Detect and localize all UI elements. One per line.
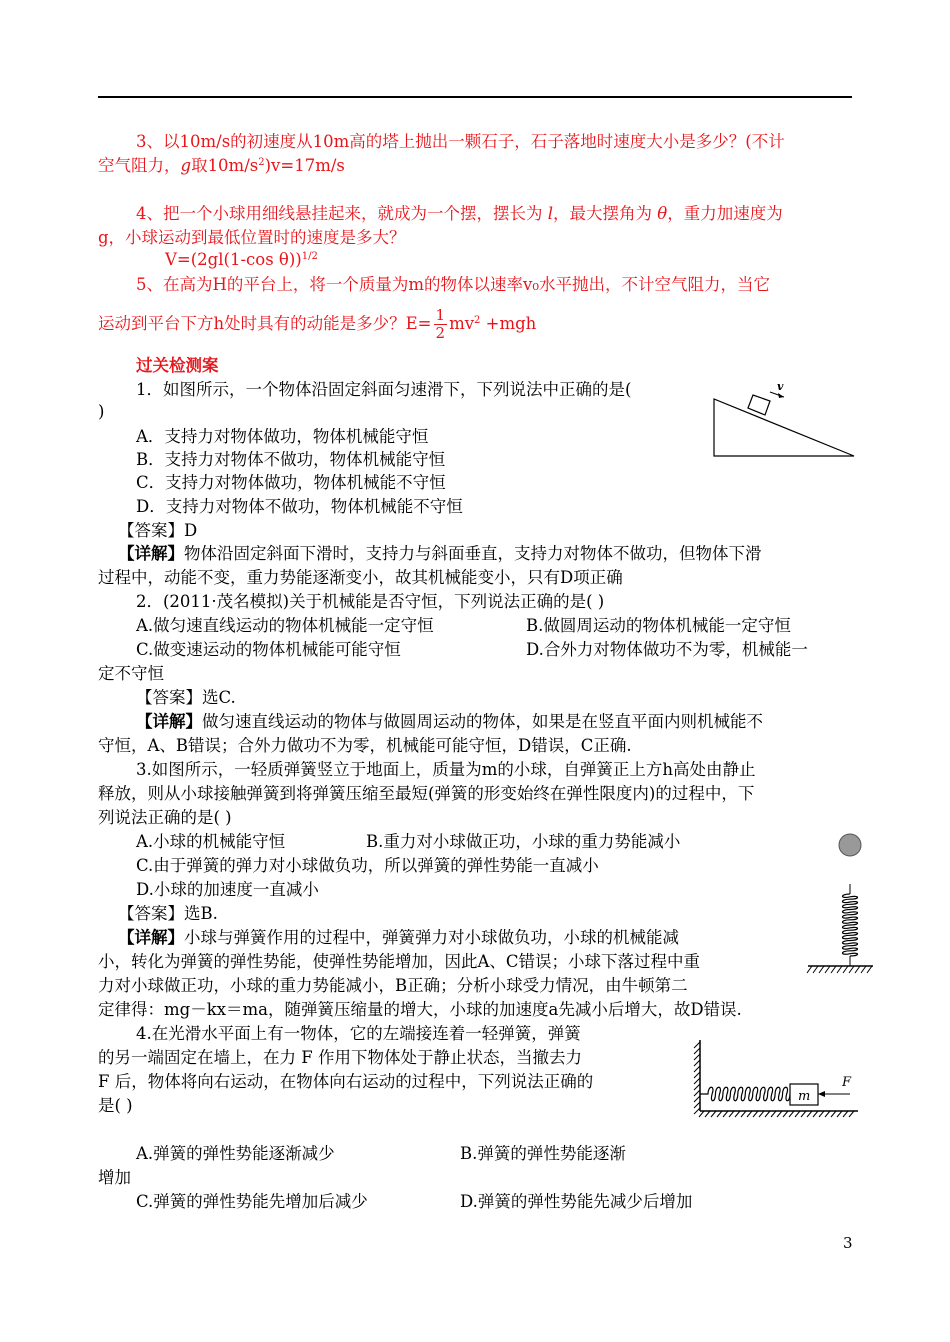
p4-option-c: C.弹簧的弹性势能先增加后减少 (136, 1192, 368, 1211)
ground-hatch (807, 966, 872, 973)
p2-option-d-cont: 定不守恒 (98, 664, 164, 683)
p3-stem: 3.如图所示，一轻质弹簧竖立于地面上，质量为m的小球，自弹簧正上方h高处由静止 (136, 760, 756, 779)
incline-figure (706, 383, 858, 459)
p4-option-d: D.弹簧的弹性势能先减少后增加 (460, 1192, 693, 1211)
p3-detail: 【详解】小球与弹簧作用的过程中，弹簧弹力对小球做负功，小球的机械能减 (118, 928, 679, 947)
p4-stem-cont3: 是( ) (98, 1096, 133, 1115)
p1-option-c: C．支持力对物体做功，物体机械能不守恒 (136, 473, 446, 492)
q4-line2: g，小球运动到最低位置时的速度是多大？ (98, 228, 406, 247)
p3-detail-cont3: 定律得：mg－kx＝ma，随弹簧压缩量的增大，小球的加速度a先减小后增大，故D错误. (98, 1000, 742, 1019)
p1-detail-cont: 过程中，动能不变，重力势能逐渐变小，故其机械能变小，只有D项正确 (98, 568, 623, 587)
p1-option-b: B．支持力对物体不做功，物体机械能守恒 (136, 450, 446, 469)
q3-line2: 空气阻力，g取$10m/s^2)v=17m/s$ (98, 156, 345, 175)
p1-option-a: A．支持力对物体做功，物体机械能守恒 (136, 427, 429, 446)
p3-option-b: B.重力对小球做正功，小球的重力势能减小 (366, 832, 681, 851)
q5-line2: 运动到平台下方h处时具有的动能是多少？E= $\frac{1}{2}$ $mv^2 +mgh$ (98, 306, 537, 342)
velocity-label: v (777, 383, 784, 393)
page-number: 3 (843, 1234, 853, 1252)
p3-stem-cont2: 列说法正确的是( ) (98, 808, 232, 827)
p2-option-d: D.合外力对物体做功不为零，机械能一 (526, 640, 808, 659)
force-arrowhead (818, 1091, 825, 1097)
p4-stem-cont2: F 后，物体将向右运动，在物体向右运动的过程中，下列说法正确的 (98, 1072, 594, 1091)
p3-stem-cont1: 释放，则从小球接触弹簧到将弹簧压缩至最短(弹簧的形变始终在弹性限度内)的过程中，下 (98, 784, 755, 803)
p1-detail: 【详解】物体沿固定斜面下滑时，支持力与斜面垂直，支持力对物体不做功，但物体下滑 (118, 544, 762, 563)
p1-option-d: D．支持力对物体不做功，物体机械能不守恒 (136, 497, 463, 516)
velocity-arrowhead (778, 393, 784, 398)
p4-option-b-cont: 增加 (98, 1168, 131, 1187)
q5-fraction: $\frac{1}{2}$ (435, 306, 446, 342)
p1-stem: 1．如图所示，一个物体沿固定斜面匀速滑下，下列说法中正确的是( (136, 380, 632, 399)
p3-option-a: A.小球的机械能守恒 (136, 832, 286, 851)
header-rule (98, 96, 852, 98)
q5-line1: 5、在高为H的平台上，将一个质量为m的物体以速率v₀水平抛出，不计空气阻力，当它 (136, 275, 770, 294)
p2-option-c: C.做变速运动的物体机械能可能守恒 (136, 640, 401, 659)
p4-stem: 4.在光滑水平面上有一物体，它的左端接连着一轻弹簧，弹簧 (136, 1024, 581, 1043)
q3-line1: 3、以10m/s的初速度从10m高的塔上抛出一颗石子，石子落地时速度大小是多少？(不计 (136, 132, 785, 151)
p2-answer: 【答案】选C. (136, 688, 236, 707)
p3-detail-cont2: 力对小球做正功，小球的重力势能减小，B正确；分析小球受力情况，由牛顿第二 (98, 976, 688, 995)
p4-option-a: A.弹簧的弹性势能逐渐减少 (136, 1144, 335, 1163)
p2-detail: 【详解】做匀速直线运动的物体与做圆周运动的物体，如果是在竖直平面内则机械能不 (136, 712, 763, 731)
horizontal-spring (700, 1087, 790, 1101)
q4-answer: V=(2gl(1-cos θ))$^{1/2}$ (165, 250, 318, 269)
incline-triangle (714, 399, 854, 456)
force-label: F (842, 1075, 852, 1090)
floor-hatch (699, 1111, 854, 1117)
p3-detail-cont1: 小，转化为弹簧的弹性势能，使弹性势能增加，因此A、C错误；小球下落过程中重 (98, 952, 701, 971)
ball (839, 834, 861, 856)
section-title: 过关检测案 (136, 356, 219, 375)
horizontal-spring-figure (686, 1036, 866, 1118)
mass-label: m (798, 1089, 811, 1104)
p2-detail-cont: 守恒，A、B错误；合外力做功不为零，机械能可能守恒，D错误，C正确. (98, 736, 632, 755)
p3-option-c: C.由于弹簧的弹力对小球做负功，所以弹簧的弹性势能一直减小 (136, 856, 599, 875)
spring-ball-figure (803, 826, 875, 976)
p1-answer: 【答案】D (118, 521, 198, 540)
wall-hatch (694, 1042, 700, 1114)
p3-answer: 【答案】选B. (118, 904, 218, 923)
p2-stem: 2．(2011·茂名模拟)关于机械能是否守恒，下列说法正确的是( ) (136, 592, 605, 611)
p4-stem-cont1: 的另一端固定在墙上，在力 F 作用下物体处于静止状态，当撤去力 (98, 1048, 582, 1067)
vertical-spring (843, 894, 858, 956)
p2-option-b: B.做圆周运动的物体机械能一定守恒 (526, 616, 791, 635)
p1-stem-paren: ) (98, 402, 105, 421)
p2-option-a: A.做匀速直线运动的物体机械能一定守恒 (136, 616, 434, 635)
q4-line1: 4、把一个小球用细线悬挂起来，就成为一个摆，摆长为 l，最大摆角为 θ，重力加速度为 (136, 204, 783, 223)
p4-option-b: B.弹簧的弹性势能逐渐 (460, 1144, 626, 1163)
sliding-block (748, 395, 770, 415)
p3-option-d: D.小球的加速度一直减小 (136, 880, 319, 899)
